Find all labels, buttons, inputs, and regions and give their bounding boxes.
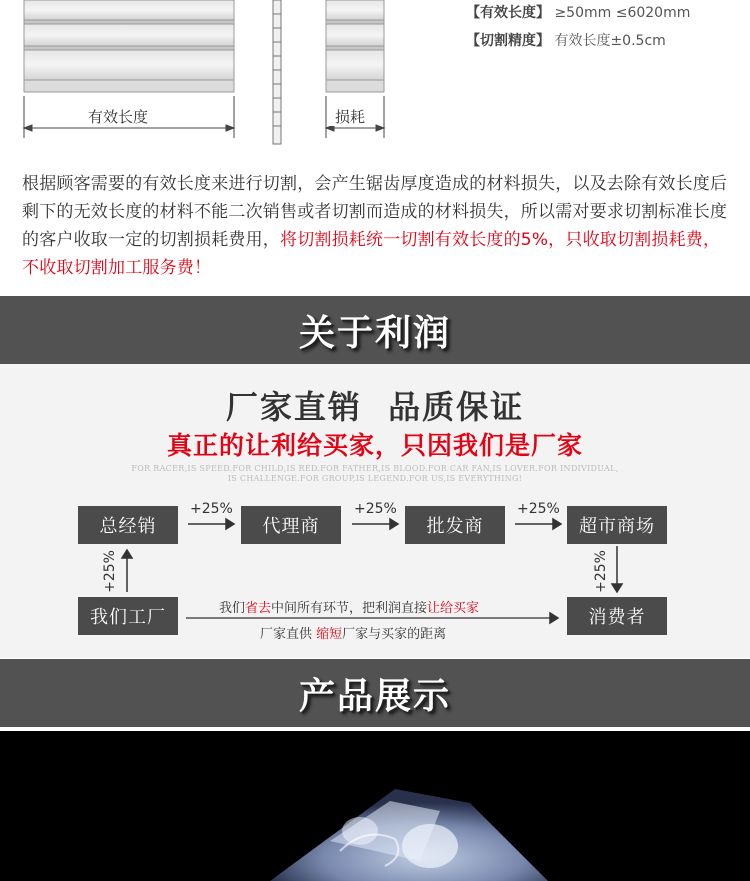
spec-key: 【切割精度】 — [466, 33, 550, 49]
markup-label: +25% — [354, 501, 397, 517]
cutting-fee-description — [22, 170, 734, 282]
markup-label: +25% — [102, 550, 118, 593]
description-highlight: 将切割损耗统一切割有效长度的5%，只收取切割损耗费，不收取切割加工服务费！ — [22, 230, 721, 278]
english-slogan-line1: FOR RACER,IS SPEED.FOR CHILD,IS RED.FOR FATHER,IS BLOOD.FOR CAR FAN,IS LOVER.FOR INDIVIDUAL, — [131, 464, 619, 473]
note-text: 厂家直供 — [260, 627, 317, 642]
spec-value: 有效长度±0.5cm — [554, 33, 666, 49]
profit-section — [0, 364, 750, 658]
profit-title: 厂家直销 品质保证 — [225, 388, 525, 426]
section-title: 产品展示 — [298, 675, 451, 717]
note-text: 我们 — [219, 601, 246, 616]
our-factory-box: 我们工厂 — [78, 597, 178, 635]
note-highlight: 省去 — [245, 601, 272, 616]
profile-effective — [24, 0, 234, 92]
direct-note-line2 — [260, 623, 446, 642]
section-title: 关于利润 — [298, 312, 451, 354]
product-photo — [0, 731, 750, 881]
spec-effective-length — [466, 2, 690, 22]
note-highlight: 让给买家 — [427, 601, 480, 616]
english-slogan-line2: IS CHALLENGE.FOR GROUP,IS LEGEND.FOR US,IS EVERYTHING! — [227, 474, 523, 483]
loss-label: 损耗 — [334, 108, 366, 126]
note-text: 中间所有环节，把利润直接 — [271, 601, 428, 616]
direct-note-line1 — [219, 597, 479, 616]
effective-length-label: 有效长度 — [87, 108, 149, 126]
note-highlight: 缩短 — [316, 627, 343, 642]
spec-value: ≥50mm ≤6020mm — [554, 5, 691, 21]
chain-wholesaler: 批发商 — [405, 506, 505, 544]
product-image — [0, 731, 750, 881]
description-text: 根据顾客需要的有效长度来进行切割，会产生锯齿厚度造成的材料损失，以及去除有效长度后剩下的无效长度的材料不能二次销售或者切割而造成的材料损失，所以需对要求切割标准长度的客户收取一定的切割损耗费用， — [22, 174, 728, 250]
note-text: 厂家与买家的距离 — [342, 627, 447, 642]
chain-supermarket: 超市商场 — [567, 506, 667, 544]
chain-general-distributor: 总经销 — [78, 506, 178, 544]
cutting-diagram-graphic — [0, 0, 750, 160]
markup-label: +25% — [593, 550, 609, 593]
profile-loss — [326, 0, 384, 92]
consumer-box: 消费者 — [567, 597, 667, 635]
profit-subtitle: 真正的让利给买家，只因我们是厂家 — [166, 431, 583, 460]
chain-agent: 代理商 — [241, 506, 341, 544]
saw-blade — [273, 0, 281, 144]
section-banner-product — [0, 659, 750, 727]
section-banner-profit — [0, 296, 750, 364]
cutting-diagram — [0, 0, 750, 160]
spec-key: 【有效长度】 — [466, 5, 550, 21]
spec-cut-precision — [466, 30, 666, 50]
markup-label: +25% — [190, 501, 233, 517]
markup-label: +25% — [517, 501, 560, 517]
